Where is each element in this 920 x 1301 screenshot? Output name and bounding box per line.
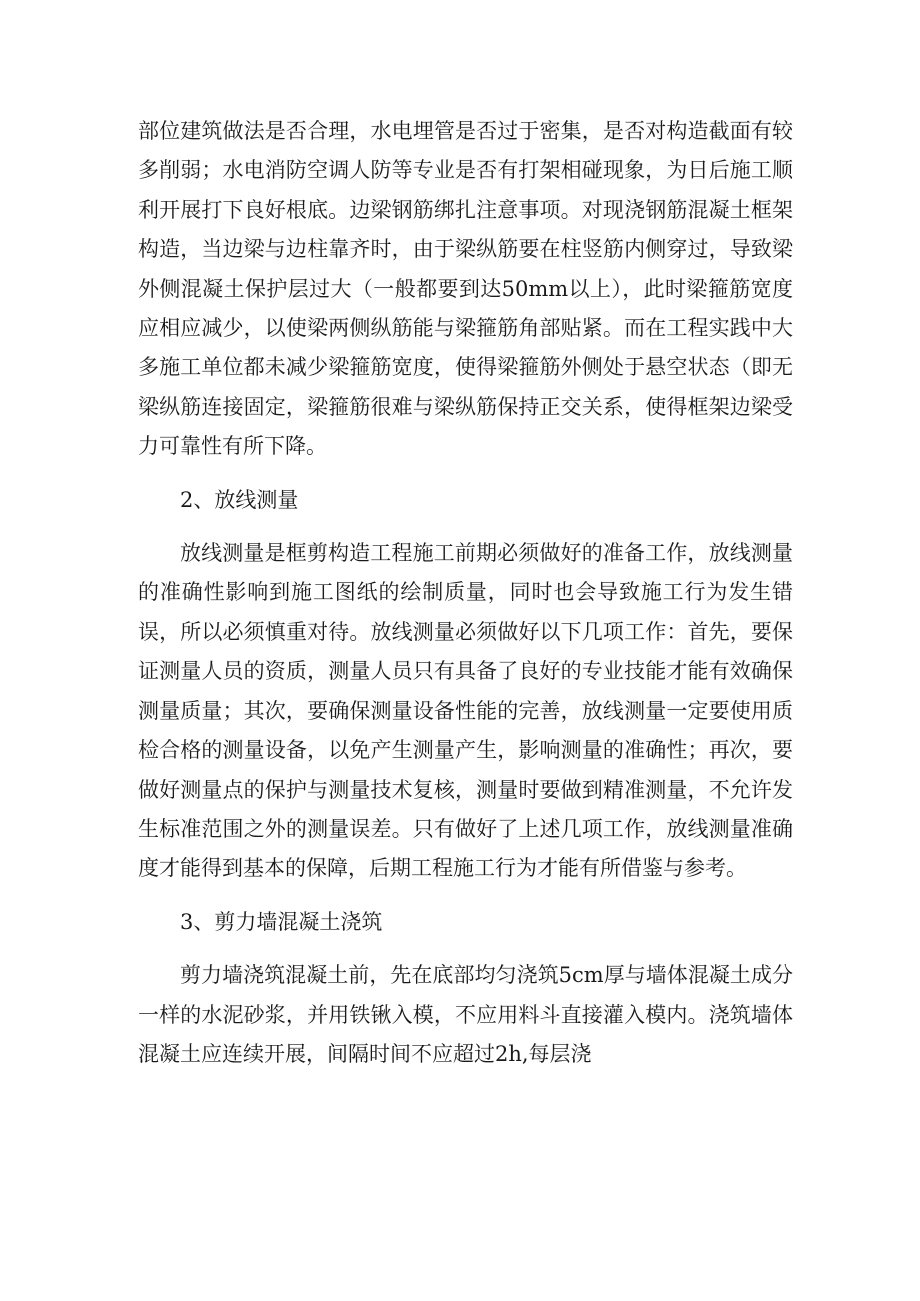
spacer	[138, 889, 793, 903]
paragraph-beam-rebar: 部位建筑做法是否合理，水电埋管是否过于密集，是否对构造截面有较多削弱；水电消防空调人防等专业是否有打架相碰现象，为日后施工顺利开展打下良好根底。边梁钢筋绑扎注意事项。对现浇钢筋混凝土框架构造，当边梁与边柱靠齐时，由于梁纵筋要在柱竖筋内侧穿过，导致梁外侧混凝土保护层过大（一般都要到达50mm以上），此时梁箍筋宽度应相应减少，以使梁两侧纵筋能与梁箍筋角部贴紧。而在工程实践中大多施工单位都未减少梁箍筋宽度，使得梁箍筋外侧处于悬空状态（即无梁纵筋连接固定，梁箍筋很难与梁纵筋保持正交关系，使得框架边梁受力可靠性有所下降。	[138, 119, 793, 459]
paragraph-survey: 放线测量是框剪构造工程施工前期必须做好的准备工作，放线测量的准确性影响到施工图纸的绘制质量，同时也会导致施工行为发生错误，所以必须慎重对待。放线测量必须做好以下几项工作：首先，要保证测量人员的资质，测量人员只有具备了良好的专业技能才能有效确保测量质量；其次，要确保测量设备性能的完善，放线测量一定要使用质检合格的测量设备，以免产生测量产生，影响测量的准确性；再次，要做好测量点的保护与测量技术复核，测量时要做到精准测量，不允许发生标准范围之外的测量误差。只有做好了上述几项工作，放线测量准确度才能得到基本的保障，后期工程施工行为才能有所借鉴与参考。	[138, 541, 793, 881]
spacer	[138, 942, 793, 956]
document-body	[138, 112, 793, 1074]
paragraph-shear-wall: 剪力墙浇筑混凝土前，先在底部均匀浇筑5cm厚与墙体混凝土成分一样的水泥砂浆，并用铁锹入模，不应用料斗直接灌入模内。浇筑墙体混凝土应连续开展，间隔时间不应超过2h,每层浇	[138, 963, 793, 1066]
section-heading-survey: 2、放线测量	[180, 487, 299, 512]
section-heading-shear-wall: 3、剪力墙混凝土浇筑	[180, 909, 383, 934]
spacer	[138, 520, 793, 534]
spacer	[138, 467, 793, 481]
